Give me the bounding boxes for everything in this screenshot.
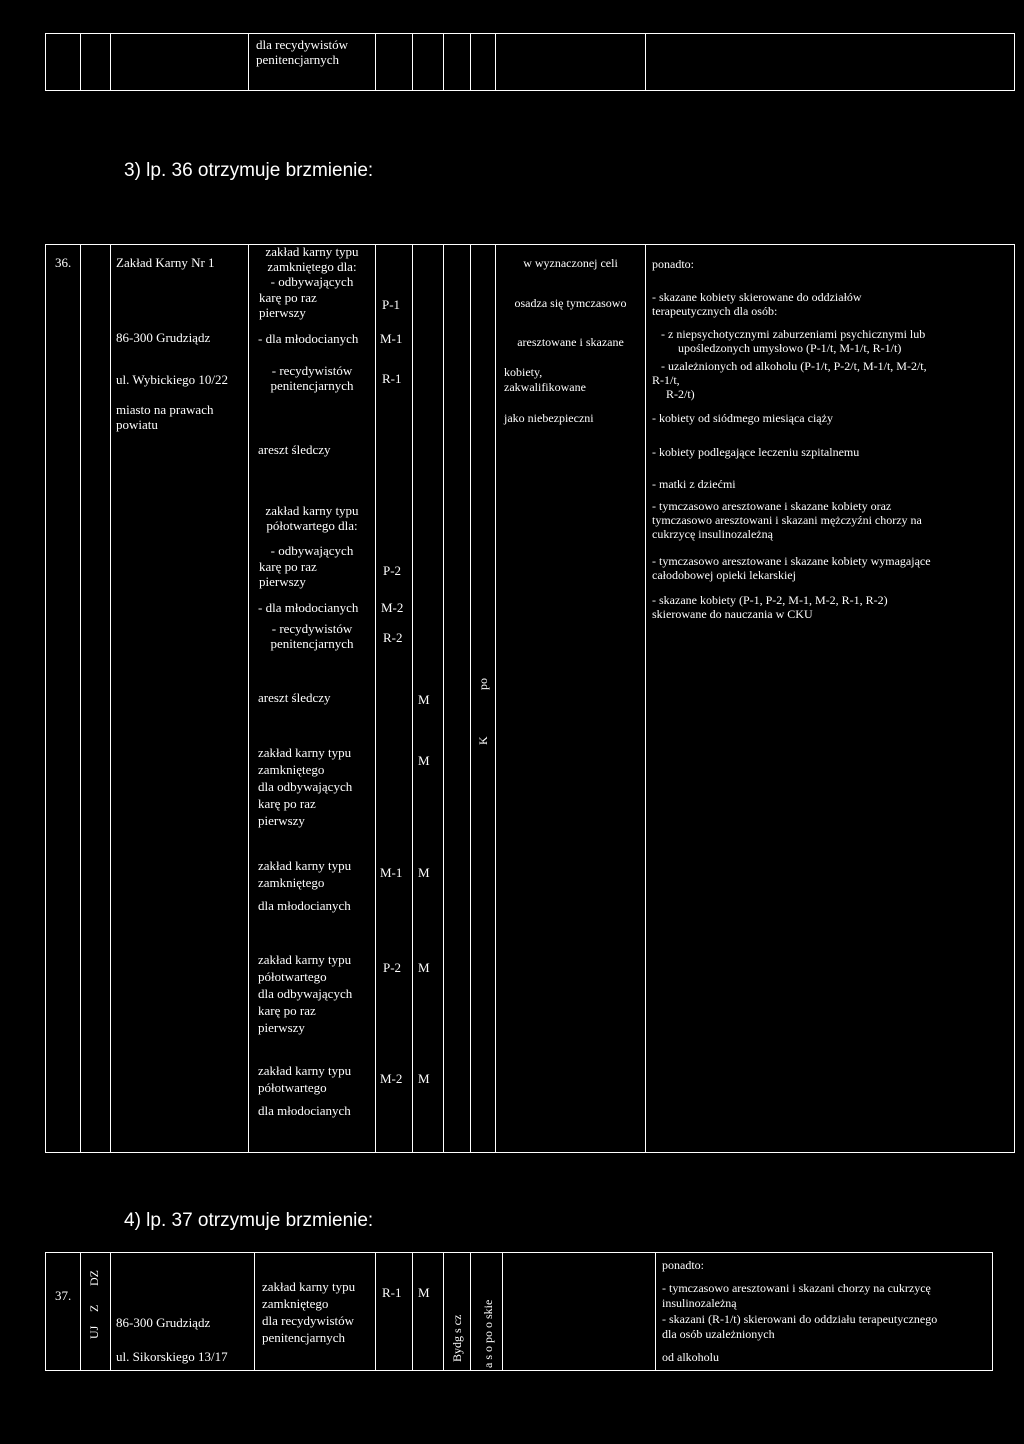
type-recyd1-l2: penitencjarnych	[270, 378, 354, 393]
code-p2: P-2	[383, 563, 402, 578]
note37-2c: od alkoholu	[662, 1350, 719, 1364]
row37-vert-z: Z	[87, 1304, 101, 1312]
top-recyd-line2: penitencjarnych	[256, 52, 340, 67]
facility-postal: 86-300 Grudziądz	[116, 330, 211, 345]
type-odbyw1-l1: - odbywających	[270, 274, 354, 289]
type37-l1: zakład karny typu	[262, 1279, 356, 1294]
code-blk3: P-2	[383, 960, 402, 975]
desc-3: aresztowane i skazane	[517, 335, 624, 349]
facility-street: ul. Wybickiego 10/22	[116, 372, 228, 387]
heading-lp-37: 4) lp. 37 otrzymuje brzmienie:	[124, 1210, 374, 1231]
type37-l3: dla recydywistów	[262, 1313, 355, 1328]
blk3-l4: karę po raz	[258, 1003, 316, 1018]
note-7b: tymczasowo aresztowani i skazani mężczyźni chorzy na	[652, 513, 922, 527]
blk4-l1: zakład karny typu	[258, 1063, 352, 1078]
facility-city-line2: powiatu	[116, 417, 158, 432]
note-9a: - skazane kobiety (P-1, P-2, M-1, M-2, R-1, R-2)	[652, 593, 888, 607]
code37-r1: R-1	[382, 1285, 402, 1300]
type-areszt1: areszt śledczy	[258, 442, 331, 457]
desc-5: zakwalifikowane	[504, 380, 586, 394]
type-odbyw2-l1: - odbywających	[270, 543, 354, 558]
type-recyd2-l1: - recydywistów	[271, 621, 353, 636]
blk4-l3: dla młodocianych	[258, 1103, 351, 1118]
type-mlod1: - dla młodocianych	[258, 331, 359, 346]
blk2-l3: dla młodocianych	[258, 898, 351, 913]
blk3-l5: pierwszy	[258, 1020, 305, 1035]
code-blk4-m: M	[418, 1071, 430, 1086]
note-7c: cukrzycę insulinozależną	[652, 527, 773, 541]
facility-name: Zakład Karny Nr 1	[116, 255, 215, 270]
code-r1: R-1	[382, 371, 402, 386]
note-8b: całodobowej opieki lekarskiej	[652, 568, 796, 582]
type-zk-polotw-l2: półotwartego dla:	[266, 518, 358, 533]
blk1-l3: dla odbywających	[258, 779, 353, 794]
code-p1: P-1	[382, 297, 401, 312]
note37-1b: insulinozależną	[662, 1296, 737, 1310]
type37-l2: zamkniętego	[262, 1296, 329, 1311]
blk3-l2: półotwartego	[258, 969, 327, 984]
type-zk-zamk-l2: zamkniętego dla:	[267, 259, 357, 274]
row37-vert-dz: DZ	[87, 1270, 101, 1286]
desc-1: w wyznaczonej celi	[523, 256, 618, 270]
blk2-l1: zakład karny typu	[258, 858, 352, 873]
row37-vert-bydg: Bydg s cz	[450, 1314, 464, 1362]
type-odbyw1-l2: karę po raz	[259, 290, 317, 305]
code-m1: M-1	[380, 331, 403, 346]
row37-vert-ask: a s o po o skie	[481, 1299, 495, 1368]
blk1-l4: karę po raz	[258, 796, 316, 811]
type-odbyw2-l2: karę po raz	[259, 559, 317, 574]
note-1a: - skazane kobiety skierowane do oddziałów	[652, 290, 862, 304]
note-2b: upośledzonych umysłowo (P-1/t, M-1/t, R-1/t)	[678, 341, 902, 355]
note37-ponadto: ponadto:	[662, 1258, 704, 1272]
note-2a: - z niepsychotycznymi zaburzeniami psychicznymi lub	[661, 327, 926, 341]
note-8a: - tymczasowo aresztowane i skazane kobiety wymagające	[652, 554, 931, 568]
lp-36: 36.	[55, 255, 72, 270]
code-m2: M-2	[381, 600, 404, 615]
note-4: - kobiety od siódmego miesiąca ciąży	[652, 411, 833, 425]
note37-1a: - tymczasowo aresztowani i skazani chorzy na cukrzycę	[662, 1281, 931, 1295]
type-odbyw2-l3: pierwszy	[259, 574, 306, 589]
code-blk3-m: M	[418, 960, 430, 975]
blk1-l5: pierwszy	[258, 813, 305, 828]
blk3-l3: dla odbywających	[258, 986, 353, 1001]
desc-2: osadza się tymczasowo	[514, 296, 627, 310]
type-recyd1-l1: - recydywistów	[271, 363, 353, 378]
blk1-l2: zamkniętego	[258, 762, 325, 777]
top-recyd-line1: dla recydywistów	[256, 37, 349, 52]
facility-city-line1: miasto na prawach	[116, 402, 214, 417]
heading-lp-36: 3) lp. 36 otrzymuje brzmienie:	[124, 160, 374, 181]
note-3a: - uzależnionych od alkoholu (P-1/t, P-2/t, M-1/t, M-2/t,	[661, 359, 927, 373]
row37-vert-uj: UJ	[87, 1325, 101, 1339]
lp-37: 37.	[55, 1288, 72, 1303]
code-r2: R-2	[383, 630, 403, 645]
code-m-blk1: M	[418, 753, 430, 768]
side-frag-k: K	[476, 736, 490, 745]
type-areszt2: areszt śledczy	[258, 690, 331, 705]
blk3-l1: zakład karny typu	[258, 952, 352, 967]
type37-l4: penitencjarnych	[262, 1330, 346, 1345]
note-7a: - tymczasowo aresztowane i skazane kobiety oraz	[652, 499, 892, 513]
note-5: - kobiety podlegające leczeniu szpitalnemu	[652, 445, 860, 459]
type-mlod2: - dla młodocianych	[258, 600, 359, 615]
note37-2a: - skazani (R-1/t) skierowani do oddziału terapeutycznego	[662, 1312, 938, 1326]
code-blk4: M-2	[380, 1071, 403, 1086]
facility37-postal: 86-300 Grudziądz	[116, 1315, 211, 1330]
code37-m: M	[418, 1285, 430, 1300]
note-3c: R-2/t)	[666, 387, 695, 401]
blk2-l2: zamkniętego	[258, 875, 325, 890]
code-m-areszt: M	[418, 692, 430, 707]
type-odbyw1-l3: pierwszy	[259, 305, 306, 320]
desc-6: jako niebezpieczni	[504, 411, 594, 425]
note37-2b: dla osób uzależnionych	[662, 1327, 775, 1341]
code-blk2-m: M	[418, 865, 430, 880]
code-blk2: M-1	[380, 865, 403, 880]
side-frag-po: po	[476, 678, 490, 690]
type-zk-polotw-l1: zakład karny typu	[265, 503, 359, 518]
note-3b: R-1/t,	[652, 373, 680, 387]
desc-4: kobiety,	[504, 365, 543, 379]
type-recyd2-l2: penitencjarnych	[270, 636, 354, 651]
facility37-street: ul. Sikorskiego 13/17	[116, 1349, 228, 1364]
blk4-l2: półotwartego	[258, 1080, 327, 1095]
note-ponadto: ponadto:	[652, 257, 694, 271]
note-1b: terapeutycznych dla osób:	[652, 304, 778, 318]
type-zk-zamk-l1: zakład karny typu	[265, 244, 359, 259]
note-9b: skierowane do nauczania w CKU	[652, 607, 813, 621]
note-6: - matki z dziećmi	[652, 477, 736, 491]
blk1-l1: zakład karny typu	[258, 745, 352, 760]
